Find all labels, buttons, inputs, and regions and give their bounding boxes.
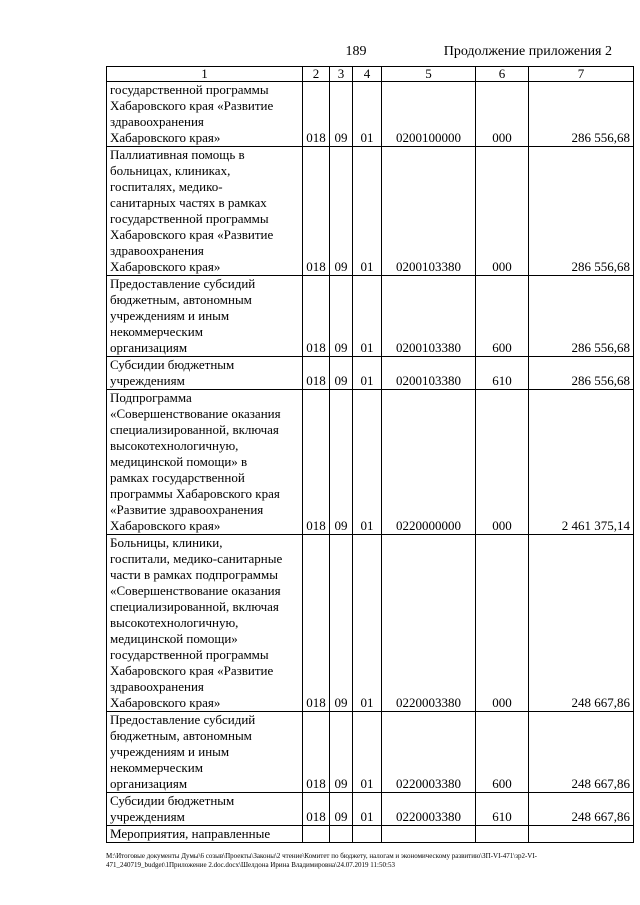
subsection-code: 01 [353, 535, 382, 712]
section-code [330, 826, 353, 843]
expense-type-code [476, 826, 529, 843]
budget-table [106, 66, 634, 843]
row-description [107, 535, 303, 712]
column-header: 2 [303, 67, 330, 82]
table-row [107, 826, 634, 843]
description-line: государственной программы [110, 647, 269, 662]
ministry-code: 018 [303, 793, 330, 826]
description-line: здравоохранения [110, 114, 204, 129]
description-line: санитарных частях в рамках [110, 195, 267, 210]
description-line: учреждениям [110, 373, 185, 388]
target-article-code [382, 826, 476, 843]
row-description [107, 390, 303, 535]
amount-value [529, 826, 634, 843]
column-header: 3 [330, 67, 353, 82]
subsection-code: 01 [353, 147, 382, 276]
target-article-code: 0220003380 [382, 535, 476, 712]
row-description [107, 826, 303, 843]
table-row [107, 147, 634, 276]
description-line: специализированной, включая [110, 599, 279, 614]
description-line: специализированной, включая [110, 422, 279, 437]
section-code: 09 [330, 357, 353, 390]
expense-type-code: 610 [476, 793, 529, 826]
ministry-code: 018 [303, 390, 330, 535]
description-line: здравоохранения [110, 243, 204, 258]
amount-value: 248 667,86 [529, 535, 634, 712]
description-line: рамках государственной [110, 470, 245, 485]
description-line: организациям [110, 340, 188, 355]
description-line: учреждениям и иным [110, 308, 230, 323]
amount-value: 286 556,68 [529, 82, 634, 147]
description-line: больницах, клиниках, [110, 163, 231, 178]
table-row [107, 82, 634, 147]
ministry-code: 018 [303, 82, 330, 147]
description-line: Хабаровского края «Развитие [110, 98, 274, 113]
description-line: Предоставление субсидий [110, 276, 256, 291]
section-code: 09 [330, 390, 353, 535]
subsection-code: 01 [353, 712, 382, 793]
expense-type-code: 000 [476, 82, 529, 147]
ministry-code: 018 [303, 535, 330, 712]
description-line: «Совершенствование оказания [110, 406, 281, 421]
ministry-code: 018 [303, 276, 330, 357]
table-row [107, 390, 634, 535]
ministry-code [303, 826, 330, 843]
table-row [107, 357, 634, 390]
column-header: 1 [107, 67, 303, 82]
amount-value: 286 556,68 [529, 357, 634, 390]
description-line: Паллиативная помощь в [110, 147, 245, 162]
target-article-code: 0220000000 [382, 390, 476, 535]
description-line: Хабаровского края» [110, 130, 221, 145]
description-line: госпиталях, медико- [110, 179, 223, 194]
description-line: организациям [110, 776, 188, 791]
description-line: государственной программы [110, 211, 269, 226]
expense-type-code: 000 [476, 535, 529, 712]
amount-value: 286 556,68 [529, 147, 634, 276]
table-row [107, 793, 634, 826]
subsection-code: 01 [353, 276, 382, 357]
amount-value: 248 667,86 [529, 712, 634, 793]
column-header: 4 [353, 67, 382, 82]
target-article-code: 0220003380 [382, 793, 476, 826]
section-code: 09 [330, 147, 353, 276]
section-code: 09 [330, 793, 353, 826]
continuation-label: Продолжение приложения 2 [443, 44, 612, 59]
table-row [107, 535, 634, 712]
description-line: государственной программы [110, 82, 269, 97]
description-line: некоммерческим [110, 760, 203, 775]
page-number: 189 [345, 44, 367, 59]
row-description [107, 82, 303, 147]
section-code: 09 [330, 535, 353, 712]
table-row [107, 712, 634, 793]
column-header: 5 [382, 67, 476, 82]
description-line: Хабаровского края» [110, 518, 221, 533]
row-description [107, 147, 303, 276]
description-line: «Совершенствование оказания [110, 583, 281, 598]
row-description [107, 793, 303, 826]
expense-type-code: 600 [476, 712, 529, 793]
amount-value: 2 461 375,14 [529, 390, 634, 535]
target-article-code: 0200100000 [382, 82, 476, 147]
expense-type-code: 000 [476, 147, 529, 276]
column-header: 7 [529, 67, 634, 82]
document-path-footer: М:\Итоговые документы Думы\6 созыв\Проекты\Законы\2 чтение\Комитет по бюджету, налогам и экономическому развитию\ЗП-VI-471\зр2-VI-471_240719_budget\1Приложение 2.doc.docx\Шелдона Ирина Владимировна\24.07.2019 11:50:53 [106, 852, 538, 869]
description-line: медицинской помощи» [110, 631, 238, 646]
description-line: Субсидии бюджетным [110, 357, 235, 372]
target-article-code: 0200103380 [382, 276, 476, 357]
description-line: Хабаровского края» [110, 695, 221, 710]
description-line: госпитали, медико-санитарные [110, 551, 283, 566]
description-line: части в рамках подпрограммы [110, 567, 278, 582]
section-code: 09 [330, 276, 353, 357]
row-description [107, 276, 303, 357]
description-line: Субсидии бюджетным [110, 793, 235, 808]
description-line: здравоохранения [110, 679, 204, 694]
amount-value: 248 667,86 [529, 793, 634, 826]
description-line: высокотехнологичную, [110, 615, 239, 630]
table-body [107, 82, 634, 843]
subsection-code [353, 826, 382, 843]
description-line: Хабаровского края «Развитие [110, 227, 274, 242]
description-line: Подпрограмма [110, 390, 192, 405]
description-line: учреждениям и иным [110, 744, 230, 759]
subsection-code: 01 [353, 390, 382, 535]
description-line: медицинской помощи» в [110, 454, 248, 469]
amount-value: 286 556,68 [529, 276, 634, 357]
description-line: Хабаровского края «Развитие [110, 663, 274, 678]
ministry-code: 018 [303, 712, 330, 793]
target-article-code: 0200103380 [382, 147, 476, 276]
target-article-code: 0200103380 [382, 357, 476, 390]
description-line: некоммерческим [110, 324, 203, 339]
description-line: Предоставление субсидий [110, 712, 256, 727]
description-line: бюджетным, автономным [110, 728, 252, 743]
column-header: 6 [476, 67, 529, 82]
expense-type-code: 000 [476, 390, 529, 535]
description-line: Больницы, клиники, [110, 535, 223, 550]
section-code: 09 [330, 82, 353, 147]
ministry-code: 018 [303, 147, 330, 276]
expense-type-code: 600 [476, 276, 529, 357]
table-header-row [107, 67, 634, 82]
description-line: Хабаровского края» [110, 259, 221, 274]
section-code: 09 [330, 712, 353, 793]
row-description [107, 712, 303, 793]
subsection-code: 01 [353, 793, 382, 826]
description-line: высокотехнологичную, [110, 438, 239, 453]
subsection-code: 01 [353, 82, 382, 147]
ministry-code: 018 [303, 357, 330, 390]
subsection-code: 01 [353, 357, 382, 390]
description-line: бюджетным, автономным [110, 292, 252, 307]
row-description [107, 357, 303, 390]
description-line: учреждениям [110, 809, 185, 824]
description-line: «Развитие здравоохранения [110, 502, 264, 517]
target-article-code: 0220003380 [382, 712, 476, 793]
expense-type-code: 610 [476, 357, 529, 390]
description-line: Мероприятия, направленные [110, 826, 271, 841]
table-row [107, 276, 634, 357]
description-line: программы Хабаровского края [110, 486, 280, 501]
